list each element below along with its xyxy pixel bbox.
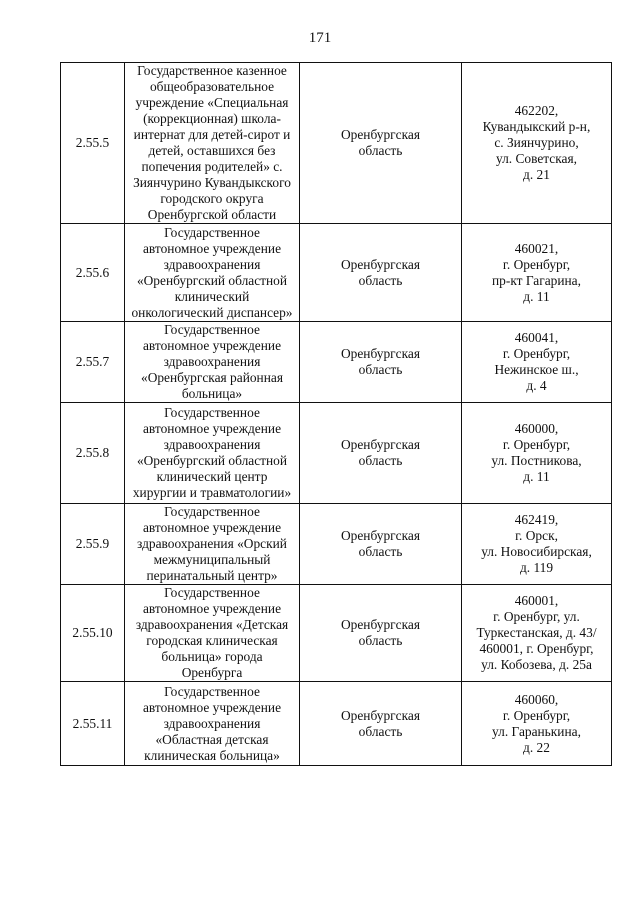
- address-cell: [462, 504, 612, 585]
- region-line: область: [358, 633, 403, 648]
- address-line: 460001,: [514, 593, 559, 608]
- organization-name-cell: [125, 224, 300, 322]
- address-line: г. Оренбург,: [502, 437, 571, 452]
- organization-name-line: автономное учреждение: [142, 699, 282, 715]
- organization-name-line: больница» города: [161, 649, 263, 664]
- organization-name-line: общеобразовательное: [149, 79, 275, 94]
- region-cell: [300, 682, 462, 766]
- organization-name-line: «Оренбургский областной: [136, 272, 288, 288]
- organization-name-line: больница»: [181, 386, 243, 401]
- region-line: Оренбургская: [340, 617, 420, 632]
- organization-name-line: автономное учреждение: [142, 421, 282, 436]
- organization-name-line: (коррекционная) школа-: [143, 111, 281, 126]
- address-line: д. 4: [526, 378, 547, 393]
- organization-name-line: «Областная детская: [155, 731, 269, 747]
- address-line: Кувандыкский р-н,: [482, 119, 591, 134]
- region-line: Оренбургская: [340, 707, 420, 723]
- organization-name-line: здравоохранения: [163, 715, 261, 731]
- row-number-cell: 2.55.7: [61, 322, 125, 403]
- organization-name-line: клинический: [174, 288, 250, 304]
- address-line: ул. Кобозева, д. 25а: [481, 657, 592, 672]
- row-number-cell: 2.55.5: [61, 63, 125, 224]
- region-line: область: [358, 143, 403, 158]
- address-line: 460060,: [514, 691, 559, 707]
- region-cell: [300, 403, 462, 504]
- row-number-cell: 2.55.11: [61, 682, 125, 766]
- organization-name-line: Зиянчурино Кувандыкского: [133, 175, 291, 190]
- region-line: область: [358, 272, 403, 288]
- table-row: [61, 403, 612, 504]
- address-line: д. 119: [519, 560, 554, 575]
- organization-name-line: онкологический диспансер»: [131, 304, 293, 320]
- table-row: [61, 585, 612, 682]
- region-line: Оренбургская: [340, 346, 420, 361]
- address-cell: [462, 682, 612, 766]
- address-line: с. Зиянчурино,: [494, 135, 579, 150]
- address-cell: [462, 403, 612, 504]
- region-line: Оренбургская: [340, 437, 420, 452]
- organization-name-line: Государственное: [164, 585, 260, 600]
- registry-table-body: [61, 63, 612, 766]
- region-line: Оренбургская: [340, 256, 420, 272]
- address-line: г. Орск,: [515, 528, 558, 543]
- organization-name-cell: [125, 322, 300, 403]
- address-line: ул. Гаранькина,: [492, 723, 581, 739]
- address-line: Нежинское ш.,: [494, 362, 579, 377]
- row-number-cell: 2.55.8: [61, 403, 125, 504]
- organization-name-line: городская клиническая: [146, 633, 278, 648]
- organization-name-line: Государственное: [164, 683, 260, 699]
- organization-name-line: здравоохранения: [163, 437, 261, 452]
- address-cell: [462, 224, 612, 322]
- organization-name-line: автономное учреждение: [142, 240, 282, 256]
- address-line: 460001, г. Оренбург,: [479, 641, 594, 656]
- table-row: [61, 224, 612, 322]
- organization-name-line: интернат для детей-сирот и: [133, 127, 291, 142]
- row-number-cell: 2.55.10: [61, 585, 125, 682]
- organization-name-cell: [125, 585, 300, 682]
- organization-name-line: Государственное: [164, 224, 260, 240]
- registry-table: [60, 62, 612, 766]
- organization-name-line: городского округа: [160, 191, 264, 206]
- region-cell: [300, 322, 462, 403]
- organization-name-line: Государственное: [164, 405, 260, 420]
- region-cell: [300, 63, 462, 224]
- region-line: область: [358, 544, 403, 559]
- address-line: пр-кт Гагарина,: [492, 272, 581, 288]
- organization-name-line: Государственное: [164, 322, 260, 337]
- address-line: ул. Постникова,: [491, 453, 582, 468]
- region-line: область: [358, 362, 403, 377]
- organization-name-line: здравоохранения: [163, 256, 261, 272]
- organization-name-line: «Оренбургская районная: [141, 370, 283, 385]
- table-row: [61, 63, 612, 224]
- organization-name-line: «Оренбургский областной: [136, 453, 288, 468]
- region-line: область: [358, 723, 403, 739]
- region-cell: [300, 224, 462, 322]
- address-line: д. 11: [523, 288, 550, 304]
- region-line: Оренбургская: [340, 528, 420, 543]
- organization-name-line: межмуниципальный: [153, 552, 271, 567]
- address-cell: [462, 322, 612, 403]
- organization-name-line: клинический центр: [156, 469, 268, 484]
- table-row: [61, 322, 612, 403]
- table-row: [61, 504, 612, 585]
- address-line: 460041,: [514, 330, 559, 345]
- organization-name-line: Государственное казенное: [137, 63, 287, 78]
- organization-name-line: Государственное: [164, 504, 260, 519]
- address-line: ул. Советская,: [495, 151, 577, 166]
- address-line: г. Оренбург,: [502, 346, 571, 361]
- organization-name-line: здравоохранения: [163, 354, 261, 369]
- address-line: д. 21: [523, 167, 550, 182]
- region-line: область: [358, 453, 403, 468]
- region-cell: [300, 585, 462, 682]
- address-line: Туркестанская, д. 43/: [476, 625, 597, 640]
- page-number: 171: [308, 30, 332, 46]
- address-cell: [462, 585, 612, 682]
- organization-name-line: Оренбурга: [181, 665, 243, 680]
- region-cell: [300, 504, 462, 585]
- organization-name-line: детей, оставшихся без: [148, 143, 276, 158]
- organization-name-line: клиническая больница»: [144, 747, 280, 763]
- address-line: ул. Новосибирская,: [481, 544, 592, 559]
- organization-name-cell: [125, 63, 300, 224]
- organization-name-line: хирургии и травматологии»: [132, 485, 292, 500]
- organization-name-line: перинатальный центр»: [146, 568, 278, 583]
- region-line: Оренбургская: [340, 127, 420, 142]
- address-line: г. Оренбург, ул.: [493, 609, 580, 624]
- row-number-cell: 2.55.6: [61, 224, 125, 322]
- organization-name-cell: [125, 682, 300, 766]
- address-line: г. Оренбург,: [502, 707, 571, 723]
- organization-name-line: попечения родителей» с.: [141, 159, 283, 174]
- organization-name-line: учреждение «Специальная: [135, 95, 289, 110]
- address-line: г. Оренбург,: [502, 256, 571, 272]
- address-line: д. 11: [523, 469, 550, 484]
- organization-name-line: автономное учреждение: [142, 338, 282, 353]
- address-line: 462202,: [514, 103, 559, 118]
- address-cell: [462, 63, 612, 224]
- address-line: 462419,: [514, 512, 559, 527]
- organization-name-line: здравоохранения «Орский: [137, 536, 287, 551]
- organization-name-line: Оренбургской области: [147, 207, 277, 222]
- organization-name-cell: [125, 504, 300, 585]
- row-number-cell: 2.55.9: [61, 504, 125, 585]
- address-line: 460021,: [514, 240, 559, 256]
- address-line: д. 22: [523, 739, 550, 755]
- organization-name-line: здравоохранения «Детская: [135, 617, 289, 632]
- organization-name-cell: [125, 403, 300, 504]
- table-row: [61, 682, 612, 766]
- organization-name-line: автономное учреждение: [142, 601, 282, 616]
- address-line: 460000,: [514, 421, 559, 436]
- organization-name-line: автономное учреждение: [142, 520, 282, 535]
